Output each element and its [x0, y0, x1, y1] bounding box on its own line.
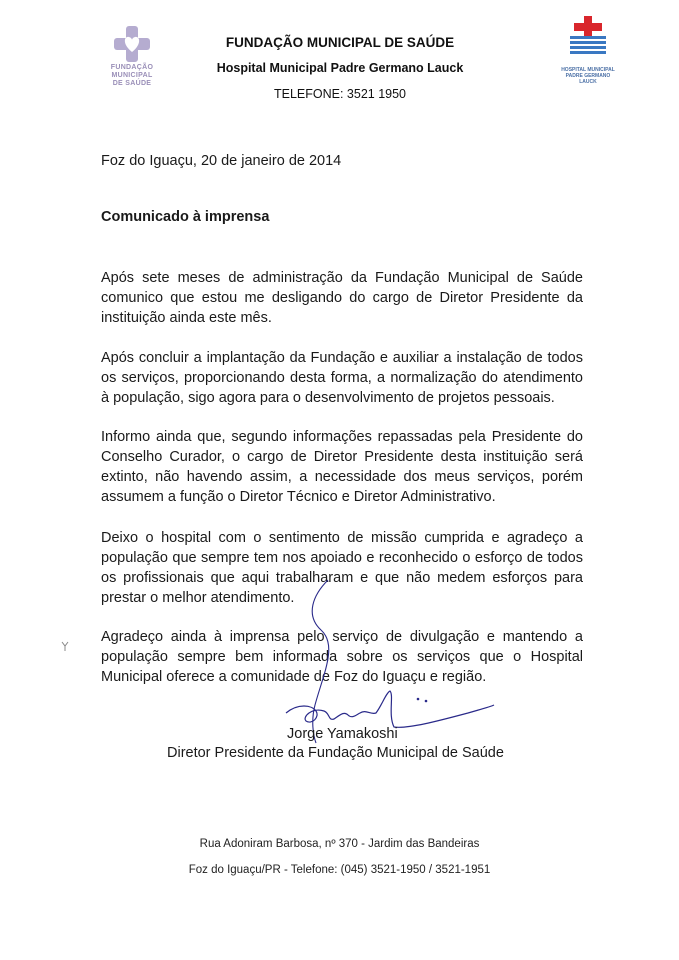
- subject-heading: Comunicado à imprensa: [101, 209, 270, 225]
- org-name: FUNDAÇÃO MUNICIPAL DE SAÚDE: [225, 35, 455, 50]
- margin-mark-icon: [60, 640, 70, 652]
- fundacao-logo: [104, 24, 160, 88]
- hospital-logo: [560, 14, 616, 85]
- paragraph: Informo ainda que, segundo informações repassadas pela Presidente do Conselho Curador, o cargo de Diretor Presidente desta instituição será extinto, não havendo assim, a necessidade dos meus serviços, porém assumem a função o Diretor Técnico e Diretor Administrativo.: [101, 429, 583, 505]
- footer-address: Rua Adoniram Barbosa, nº 370 - Jardim das Bandeiras: [199, 838, 480, 850]
- logo-left-line-3: DE SAÚDE: [112, 80, 152, 87]
- phone-line: TELEFONE: 3521 1950: [273, 87, 407, 101]
- logo-right-line-2: PADRE GERMANO LAUCK: [565, 73, 611, 85]
- footer-contact: Foz do Iguaçu/PR - Telefone: (045) 3521-1950 / 3521-1951: [188, 864, 491, 876]
- hospital-name: Hospital Municipal Padre Germano Lauck: [216, 61, 464, 75]
- paragraph: Agradeço ainda à imprensa pelo serviço de divulgação e mantendo a população sempre bem informada sobre os serviços que o Hospital Municipal oferece a comunidade de Foz do Iguaçu e região.: [101, 629, 583, 685]
- hospital-cross-logo-icon: [564, 14, 612, 62]
- logo-left-line-2: MUNICIPAL: [111, 72, 153, 79]
- heart-cross-logo-icon: [112, 24, 152, 64]
- paragraph: Após sete meses de administração da Fundação Municipal de Saúde comunico que estou me desligando do cargo de Diretor Presidente da instituição ainda este mês.: [101, 270, 583, 326]
- signer-title: Diretor Presidente da Fundação Municipal de Saúde: [167, 745, 504, 761]
- logo-right-line-1: HOSPITAL MUNICIPAL: [561, 67, 615, 73]
- logo-left-line-1: FUNDAÇÃO: [110, 64, 154, 71]
- paragraph: Após concluir a implantação da Fundação e auxiliar a instalação de todos os serviços, proporcionando desta forma, a normalização do atendimento à população, sigo agora para o desenvolvimento de projetos pessoais.: [101, 350, 583, 406]
- paragraph: Deixo o hospital com o sentimento de missão cumprida e agradeço a população que sempre tem nos apoiado e reconhecido o esforço de todos os profissionais que aqui trabalharam e que não medem esforços para prestar o melhor atendimento.: [101, 530, 583, 606]
- signer-name: Jorge Yamakoshi: [287, 726, 398, 742]
- dateline: Foz do Iguaçu, 20 de janeiro de 2014: [101, 153, 342, 169]
